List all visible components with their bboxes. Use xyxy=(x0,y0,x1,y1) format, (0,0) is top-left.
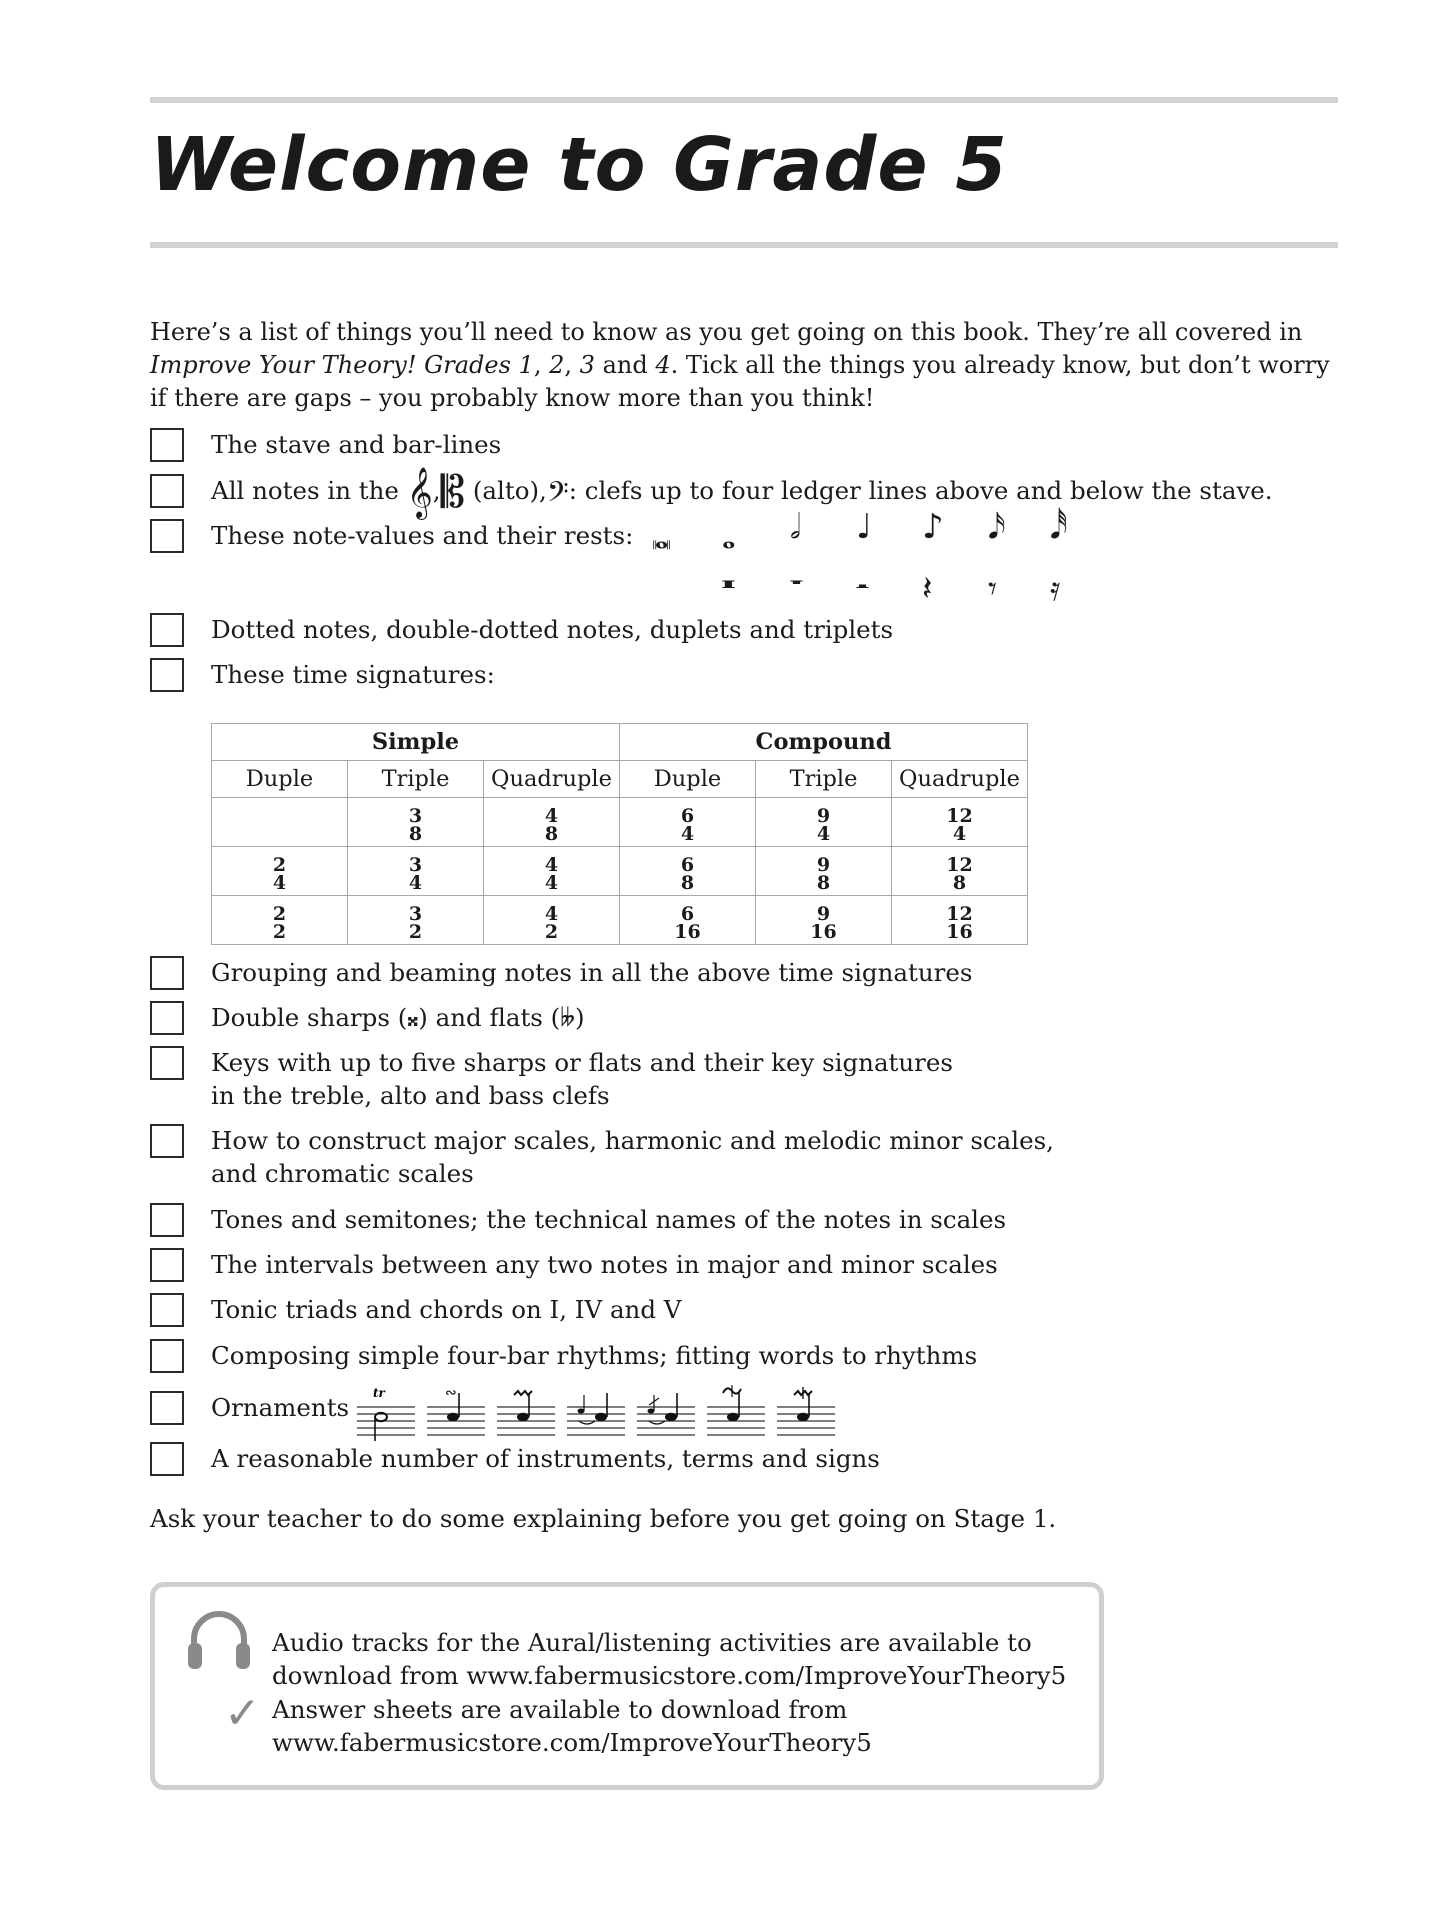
checkbox[interactable] xyxy=(150,428,184,462)
column-header: Quadruple xyxy=(484,761,620,798)
table-cell: 4 2 xyxy=(484,896,620,945)
table-cell xyxy=(212,798,348,847)
headphones-icon xyxy=(184,1605,254,1673)
table-cell: 12 16 xyxy=(892,896,1028,945)
table-cell: 6 4 xyxy=(620,798,756,847)
table-cell: 4 4 xyxy=(484,847,620,896)
table-row xyxy=(212,847,1028,896)
checkbox[interactable] xyxy=(150,1046,184,1080)
column-header: Duple xyxy=(620,761,756,798)
inverted-turn-ornament xyxy=(707,1385,765,1443)
quaver-note: ♪ xyxy=(922,507,944,547)
table-cell: 4 8 xyxy=(484,798,620,847)
item-label: Dotted notes, double-dotted notes, duplets and triplets xyxy=(211,615,894,644)
checkbox[interactable] xyxy=(150,1293,184,1327)
minim-note: 𝅗𝅥 xyxy=(790,507,801,547)
semiquaver-note: 𝅘𝅥𝅯 xyxy=(988,507,1006,547)
table-cell: 2 4 xyxy=(212,847,348,896)
checkbox[interactable] xyxy=(150,1203,184,1237)
crotchet-rest: 𝄼 xyxy=(856,569,869,609)
intro-text-2: . Tick all the things you already know, but don’t worry if there are gaps – you probably know more than you think! xyxy=(150,351,1330,412)
note-values-figure xyxy=(650,507,1070,620)
appoggiatura-ornament xyxy=(567,1385,625,1443)
ornaments-figure xyxy=(357,1385,837,1443)
svg-text:tr: tr xyxy=(373,1386,385,1400)
table-cell: 12 4 xyxy=(892,798,1028,847)
table-cell: 6 8 xyxy=(620,847,756,896)
checkbox[interactable] xyxy=(150,1339,184,1373)
item-label: The intervals between any two notes in major and minor scales xyxy=(211,1250,998,1279)
item-label: Composing simple four-bar rhythms; fitting words to rhythms xyxy=(211,1341,978,1370)
table-row xyxy=(212,798,1028,847)
item-label: Double sharps (𝄪) and flats (𝄫) xyxy=(211,1003,585,1032)
table-cell: 2 2 xyxy=(212,896,348,945)
table-row xyxy=(212,896,1028,945)
title-divider xyxy=(150,242,1338,248)
answers-download-link[interactable]: www.fabermusicstore.com/ImproveYourTheory5 xyxy=(272,1728,872,1757)
simple-header: Simple xyxy=(212,724,620,761)
table-cell: 9 4 xyxy=(756,798,892,847)
demisemiquaver-note: 𝅘𝅥𝅰 xyxy=(1050,507,1068,547)
table-cell: 12 8 xyxy=(892,847,1028,896)
breve-rest: 𝄺 xyxy=(722,569,735,609)
upper-mordent-ornament xyxy=(497,1385,555,1443)
compound-header: Compound xyxy=(620,724,1028,761)
item-label: These note-values and their rests: xyxy=(211,521,634,550)
crotchet-note: ♩ xyxy=(856,507,873,547)
answers-text-line-1: Answer sheets are available to download from xyxy=(272,1695,848,1724)
checkbox[interactable] xyxy=(150,1442,184,1476)
checkbox[interactable] xyxy=(150,956,184,990)
demisemiquaver-rest: 𝄿 xyxy=(1050,569,1061,609)
checkbox[interactable] xyxy=(150,1001,184,1035)
semibreve-note: 𝅝 xyxy=(722,517,736,557)
closing-text: Ask your teacher to do some explaining before you get going on Stage 1. xyxy=(150,1504,1057,1533)
item-label: How to construct major scales, harmonic and melodic minor scales, xyxy=(211,1126,1054,1155)
alto-clef-icon: 𝄡 xyxy=(440,467,466,518)
item-label: Tones and semitones; the technical names of the notes in scales xyxy=(211,1205,1007,1234)
intro-text-1: Here’s a list of things you’ll need to know as you get going on this book. They’re all covered in xyxy=(150,318,1303,346)
checkbox[interactable] xyxy=(150,519,184,553)
column-header: Duple xyxy=(212,761,348,798)
treble-clef-icon: 𝄞 xyxy=(406,467,433,518)
grade-4: 4 xyxy=(655,351,671,379)
item-label: All notes in the 𝄞,𝄡 (alto),𝄢: clefs up to four ledger lines above and below the stave. xyxy=(211,467,1273,518)
checkbox[interactable] xyxy=(150,1124,184,1158)
table-cell: 3 2 xyxy=(348,896,484,945)
intro-paragraph: Here’s a list of things you’ll need to know as you get going on this book. They’re all covered in Improve Your Theory! Grades 1, 2, 3 and 4. Tick all the things you already know, but don’t worry if there are gaps – you probably know more than you think! xyxy=(150,318,1330,412)
table-cell: 3 8 xyxy=(348,798,484,847)
page-title: Welcome to Grade 5 xyxy=(150,122,1008,208)
time-signature-table xyxy=(211,723,1028,945)
table-cell: 9 8 xyxy=(756,847,892,896)
semiquaver-rest: 𝄾 xyxy=(988,569,998,609)
column-header: Triple xyxy=(348,761,484,798)
column-header: Quadruple xyxy=(892,761,1028,798)
item-label-line-2: and chromatic scales xyxy=(211,1159,474,1188)
double-flat-icon: 𝄫 xyxy=(560,1003,575,1032)
table-cell: 9 16 xyxy=(756,896,892,945)
table-cell: 6 16 xyxy=(620,896,756,945)
double-sharp-icon: 𝄪 xyxy=(407,1003,419,1032)
book-title: Improve Your Theory! Grades 1, 2, 3 xyxy=(150,351,595,379)
item-label: The stave and bar-lines xyxy=(211,430,502,459)
checkbox[interactable] xyxy=(150,658,184,692)
top-divider xyxy=(150,97,1338,103)
item-label: A reasonable number of instruments, terms and signs xyxy=(211,1444,880,1473)
item-label: These time signatures: xyxy=(211,660,495,689)
semibreve-rest: 𝄻 xyxy=(790,569,803,609)
trill-ornament xyxy=(357,1385,415,1443)
breve-note: 𝅜 xyxy=(652,517,672,557)
item-label: Keys with up to five sharps or flats and their key signatures xyxy=(211,1048,953,1077)
svg-text:∾: ∾ xyxy=(445,1385,457,1401)
item-label: Tonic triads and chords on I, IV and V xyxy=(211,1295,682,1324)
audio-text-line-1: Audio tracks for the Aural/listening activities are available to xyxy=(272,1628,1032,1657)
lower-mordent-ornament xyxy=(777,1385,835,1443)
checkbox[interactable] xyxy=(150,1248,184,1282)
quaver-rest: 𝄽 xyxy=(922,569,933,609)
item-label: Grouping and beaming notes in all the above time signatures xyxy=(211,958,973,987)
item-label-line-2: in the treble, alto and bass clefs xyxy=(211,1081,610,1110)
column-header: Triple xyxy=(756,761,892,798)
bass-clef-icon: 𝄢 xyxy=(546,476,569,516)
acciaccatura-ornament xyxy=(637,1385,695,1443)
checkbox[interactable] xyxy=(150,474,184,508)
item-label: Ornaments xyxy=(211,1393,350,1422)
audio-download-link[interactable]: download from www.fabermusicstore.com/ImproveYourTheory5 xyxy=(272,1661,1067,1690)
table-cell: 3 4 xyxy=(348,847,484,896)
checkbox[interactable] xyxy=(150,1391,184,1425)
turn-ornament xyxy=(427,1385,485,1443)
checkbox[interactable] xyxy=(150,613,184,647)
check-icon: ✓ xyxy=(224,1688,261,1739)
